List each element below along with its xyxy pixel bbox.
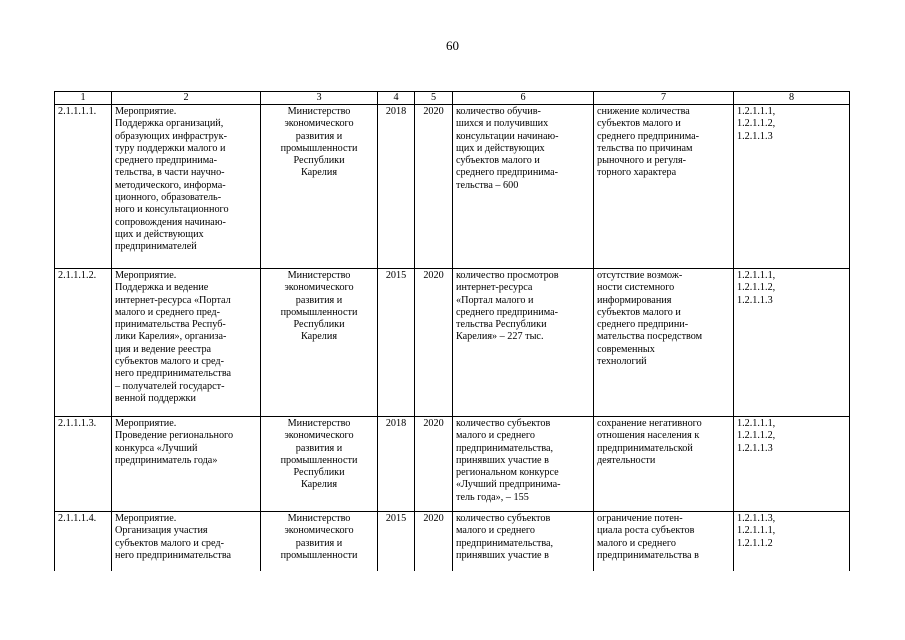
responsible-department: Министерство экономического развития и промышленности Республики Карелия [261, 105, 378, 269]
table-row [55, 512, 850, 572]
event-description: Мероприятие. Поддержка организаций, образующих инфраструк- туру поддержки малого и среднего предпринима- тельства, в части научно- методического, информа- ционного, образователь- ного и консультационного сопровождения начинаю- щих и действующих предпринимателей [112, 105, 261, 269]
table-row [55, 105, 850, 269]
end-year: 2020 [415, 269, 453, 417]
responsible-department: Министерство экономического развития и промышленности Республики Карелия [261, 417, 378, 512]
header-cell: 4 [378, 92, 415, 105]
header-cell: 6 [453, 92, 594, 105]
expected-result: количество субъектов малого и среднего предпринимательства, принявших участие в региональном конкурсе «Лучший предпринима- тель года», – 155 [453, 417, 594, 512]
related-indicators: 1.2.1.1.1, 1.2.1.1.2, 1.2.1.1.3 [734, 417, 850, 512]
header-cell: 7 [594, 92, 734, 105]
event-description: Мероприятие. Проведение регионального конкурса «Лучший предприниматель года» [112, 417, 261, 512]
start-year: 2015 [378, 269, 415, 417]
related-indicators: 1.2.1.1.1, 1.2.1.1.2, 1.2.1.1.3 [734, 269, 850, 417]
end-year: 2020 [415, 417, 453, 512]
table-row [55, 269, 850, 417]
header-row [55, 92, 850, 105]
responsible-department: Министерство экономического развития и промышленности Республики Карелия [261, 269, 378, 417]
table-row [55, 417, 850, 512]
end-year: 2020 [415, 105, 453, 269]
non-implementation-consequence: отсутствие возмож- ности системного информирования субъектов малого и среднего предприни- мательства посредством современных технологий [594, 269, 734, 417]
start-year: 2018 [378, 417, 415, 512]
related-indicators: 1.2.1.1.3, 1.2.1.1.1, 1.2.1.1.2 [734, 512, 850, 572]
row-number: 2.1.1.1.1. [55, 105, 112, 269]
header-cell: 3 [261, 92, 378, 105]
row-number: 2.1.1.1.3. [55, 417, 112, 512]
responsible-department: Министерство экономического развития и промышленности [261, 512, 378, 572]
expected-result: количество субъектов малого и среднего предпринимательства, принявших участие в [453, 512, 594, 572]
event-description: Мероприятие. Организация участия субъектов малого и сред- него предпринимательства [112, 512, 261, 572]
header-cell: 2 [112, 92, 261, 105]
end-year: 2020 [415, 512, 453, 572]
event-description: Мероприятие. Поддержка и ведение интернет-ресурса «Портал малого и среднего пред- принимательства Респуб- лики Карелия», организа- ция и ведение реестра субъектов малого и сред- него предпринимательства – получателей государст- венной поддержки [112, 269, 261, 417]
row-number: 2.1.1.1.4. [55, 512, 112, 572]
non-implementation-consequence: сохранение негативного отношения населения к предпринимательской деятельности [594, 417, 734, 512]
header-cell: 5 [415, 92, 453, 105]
non-implementation-consequence: снижение количества субъектов малого и среднего предпринима- тельства по причинам рыночного и регуля- торного характера [594, 105, 734, 269]
measures-table [54, 91, 850, 571]
expected-result: количество обучив- шихся и получивших консультации начинаю- щих и действующих субъектов малого и среднего предпринима- тельства – 600 [453, 105, 594, 269]
page-number: 60 [446, 38, 459, 53]
expected-result: количество просмотров интернет-ресурса «Портал малого и среднего предпринима- тельства Республики Карелия» – 227 тыс. [453, 269, 594, 417]
row-number: 2.1.1.1.2. [55, 269, 112, 417]
header-cell: 1 [55, 92, 112, 105]
non-implementation-consequence: ограничение потен- циала роста субъектов малого и среднего предпринимательства в [594, 512, 734, 572]
related-indicators: 1.2.1.1.1, 1.2.1.1.2, 1.2.1.1.3 [734, 105, 850, 269]
start-year: 2015 [378, 512, 415, 572]
start-year: 2018 [378, 105, 415, 269]
header-cell: 8 [734, 92, 850, 105]
